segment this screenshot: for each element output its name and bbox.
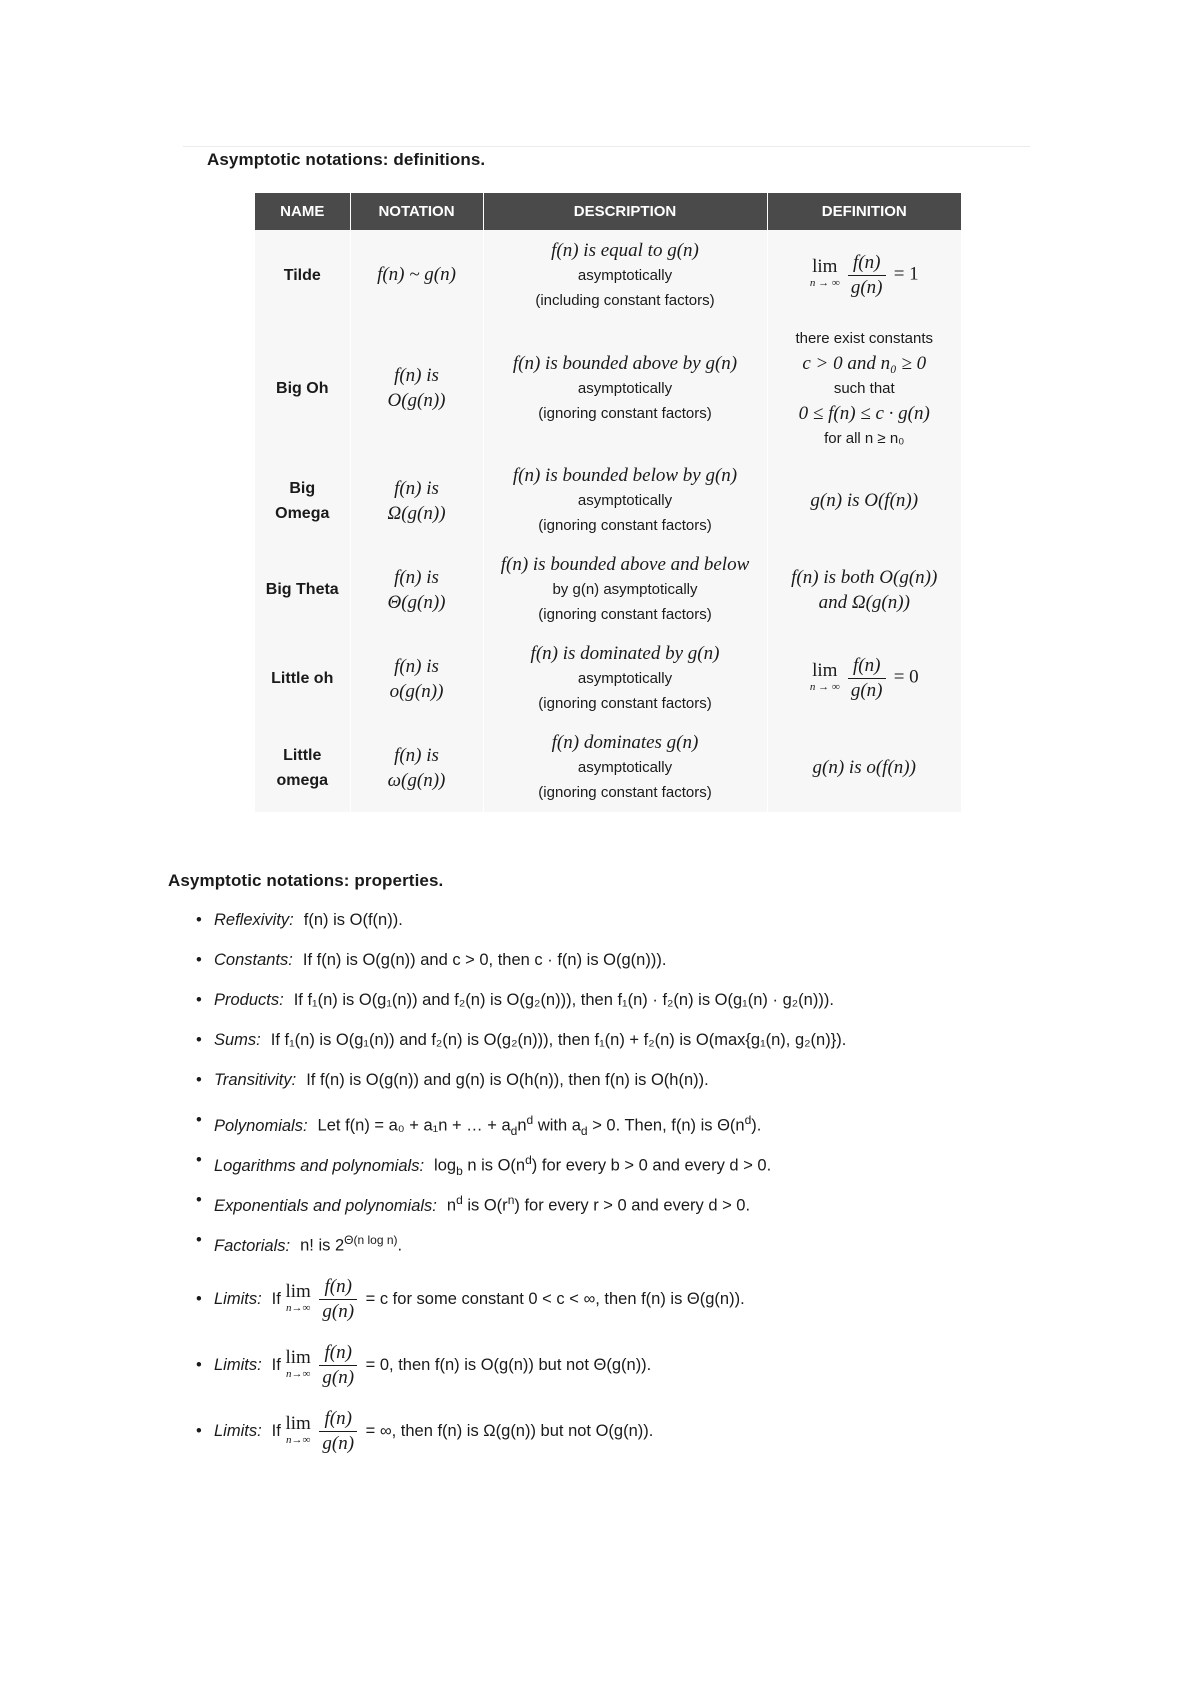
denominator: g(n) — [322, 1367, 355, 1389]
lim-word: lim — [285, 1280, 311, 1302]
def-line: f(n) is both O(g(n)) — [791, 566, 938, 588]
row-description — [483, 230, 767, 320]
name-line: Omega — [275, 504, 330, 522]
bullet: • — [196, 1151, 202, 1169]
desc-line: f(n) is bounded above by g(n) — [512, 352, 738, 374]
row-notation — [350, 320, 483, 456]
limit-operator — [285, 1280, 311, 1316]
property-text: . — [397, 1236, 403, 1255]
limit-rhs: = 1 — [893, 262, 919, 284]
superscript: d — [744, 1113, 752, 1127]
bullet: • — [196, 991, 202, 1009]
list-item — [196, 1266, 1096, 1332]
property-text: ). — [751, 1116, 762, 1135]
property-label: Sums: — [214, 1031, 261, 1049]
limit-rhs: = 0 — [893, 666, 919, 688]
row-name: Big Theta — [255, 545, 350, 634]
property-text: = 0, then f(n) is O(g(n)) but not Θ(g(n)). — [365, 1356, 652, 1374]
row-name — [255, 723, 350, 812]
property-text: ) for every b > 0 and every d > 0. — [531, 1156, 772, 1175]
notation-text: f(n) ~ g(n) — [377, 264, 456, 285]
list-item — [196, 1220, 1096, 1260]
name-line: omega — [276, 771, 329, 789]
list-item — [196, 1398, 1096, 1464]
bullet: • — [196, 951, 202, 969]
superscript: d — [526, 1113, 534, 1127]
denominator: g(n) — [850, 680, 883, 701]
table-header-row — [255, 193, 961, 230]
bullet: • — [196, 1191, 202, 1209]
table-row — [255, 320, 961, 456]
lim-word: lim — [285, 1346, 311, 1368]
notation-line: f(n) is — [394, 365, 439, 386]
property-text: If — [271, 1290, 281, 1308]
property-text: log — [434, 1156, 457, 1175]
definitions-heading: Asymptotic notations: definitions. — [207, 150, 486, 169]
properties-heading: Asymptotic notations: properties. — [168, 871, 444, 890]
notation-line: f(n) is — [394, 744, 439, 766]
limit-operator — [809, 256, 840, 291]
fraction — [848, 654, 886, 703]
limit-operator — [285, 1346, 311, 1382]
row-name: Little oh — [255, 634, 350, 723]
def-line: for all n ≥ n₀ — [824, 429, 905, 447]
table-row — [255, 456, 961, 545]
denominator: g(n) — [322, 1433, 355, 1455]
row-notation — [350, 723, 483, 812]
row-notation — [350, 230, 483, 320]
desc-line: (ignoring constant factors) — [538, 695, 712, 712]
notation-line: Θ(g(n)) — [387, 591, 446, 613]
property-text: = ∞, then f(n) is Ω(g(n)) but not O(g(n)). — [365, 1422, 654, 1440]
notation-line: f(n) is — [394, 566, 439, 588]
row-name: Tilde — [255, 230, 350, 320]
def-text: g(n) is O(f(n)) — [810, 489, 919, 511]
property-label: Transitivity: — [214, 1071, 297, 1089]
row-description — [483, 634, 767, 723]
subscript: d — [510, 1123, 518, 1138]
property-label: Factorials: — [214, 1236, 291, 1255]
property-text: is O(r — [462, 1196, 508, 1215]
lim-subscript: n → ∞ — [809, 277, 840, 289]
desc-line: f(n) is bounded above and below — [500, 554, 750, 575]
limit-operator — [285, 1412, 311, 1448]
property-text: If f(n) is O(g(n)) and g(n) is O(h(n)), then f(n) is O(h(n)). — [306, 1071, 709, 1089]
bullet: • — [196, 911, 202, 929]
list-item — [196, 1332, 1096, 1398]
desc-line: asymptotically — [577, 492, 673, 509]
list-item — [196, 1180, 1096, 1220]
property-text: If — [271, 1356, 281, 1374]
desc-line: (ignoring constant factors) — [538, 517, 712, 534]
list-item — [196, 1140, 1096, 1180]
desc-line: (including constant factors) — [535, 291, 715, 309]
row-description — [483, 545, 767, 634]
numerator: f(n) — [848, 251, 886, 276]
desc-line: f(n) is bounded below by g(n) — [512, 465, 738, 486]
properties-list — [196, 900, 1096, 1464]
row-definition — [767, 723, 961, 812]
property-label: Logarithms and polynomials: — [214, 1156, 425, 1175]
notation-line: f(n) is — [394, 655, 439, 677]
fraction — [319, 1275, 357, 1324]
def-line: c > 0 and n₀ ≥ 0 — [802, 352, 927, 374]
property-text: n! is 2 — [300, 1236, 345, 1255]
row-description — [483, 320, 767, 456]
fraction — [319, 1341, 357, 1390]
fraction — [319, 1407, 357, 1456]
property-text: If f₁(n) is O(g₁(n)) and f₂(n) is O(g₂(n))), then f₁(n) · f₂(n) is O(g₁(n) · g₂(n))). — [293, 991, 834, 1009]
table-row — [255, 723, 961, 812]
table-row — [255, 634, 961, 723]
numerator: f(n) — [319, 1407, 357, 1432]
def-line: 0 ≤ f(n) ≤ c · g(n) — [798, 402, 930, 424]
property-text: with a — [533, 1116, 581, 1135]
header-name: NAME — [255, 193, 350, 230]
denominator: g(n) — [322, 1301, 355, 1323]
bullet: • — [196, 1031, 202, 1049]
row-notation — [350, 456, 483, 545]
property-label: Limits: — [214, 1422, 262, 1440]
definitions-table — [255, 193, 961, 812]
def-line: and Ω(g(n)) — [818, 591, 910, 613]
row-definition — [767, 456, 961, 545]
def-line: such that — [833, 379, 895, 397]
property-text: n is O(n — [462, 1156, 526, 1175]
notation-line: f(n) is — [394, 477, 439, 499]
bullet: • — [196, 1356, 202, 1374]
lim-word: lim — [285, 1412, 311, 1434]
property-label: Reflexivity: — [214, 911, 294, 929]
bullet: • — [196, 1111, 202, 1129]
table-row — [255, 230, 961, 320]
property-label: Limits: — [214, 1290, 262, 1308]
denominator: g(n) — [850, 276, 883, 298]
row-definition — [767, 320, 961, 456]
desc-line: f(n) is equal to g(n) — [551, 239, 699, 261]
superscript: d — [525, 1153, 532, 1167]
notation-line: O(g(n)) — [387, 390, 446, 411]
superscript: d — [456, 1193, 463, 1207]
bullet: • — [196, 1290, 202, 1308]
row-name — [255, 456, 350, 545]
row-definition — [767, 230, 961, 320]
limit-operator — [809, 659, 840, 695]
table-row — [255, 545, 961, 634]
bullet: • — [196, 1071, 202, 1089]
property-text: f(n) is O(f(n)). — [303, 911, 403, 929]
property-label: Constants: — [214, 951, 293, 969]
numerator: f(n) — [319, 1341, 357, 1366]
property-label: Limits: — [214, 1356, 262, 1374]
desc-line: (ignoring constant factors) — [538, 404, 712, 422]
desc-line: f(n) is dominated by g(n) — [530, 643, 720, 664]
header-description: DESCRIPTION — [483, 193, 767, 230]
desc-line: asymptotically — [577, 266, 673, 284]
lim-subscript: n → ∞ — [809, 680, 840, 693]
row-description — [483, 456, 767, 545]
desc-line: f(n) dominates g(n) — [551, 732, 699, 753]
name-line: Big — [289, 479, 316, 497]
subscript: b — [456, 1163, 463, 1178]
property-text: n — [517, 1116, 527, 1135]
lim-word: lim — [812, 659, 838, 681]
property-text: = c for some constant 0 < c < ∞, then f(n) is Θ(g(n)). — [365, 1290, 745, 1308]
desc-line: (ignoring constant factors) — [538, 784, 712, 801]
desc-line: by g(n) asymptotically — [552, 581, 698, 598]
bullet: • — [196, 1422, 202, 1440]
top-divider — [183, 146, 1030, 147]
property-label: Polynomials: — [214, 1116, 308, 1135]
list-item — [196, 980, 1096, 1020]
property-text: > 0. Then, f(n) is Θ(n — [587, 1116, 745, 1135]
lim-subscript: n→∞ — [285, 1301, 311, 1314]
lim-word: lim — [812, 256, 838, 277]
bullet: • — [196, 1231, 202, 1249]
numerator: f(n) — [848, 654, 886, 679]
property-text: Let f(n) = a₀ + a₁n + … + a — [317, 1116, 511, 1135]
row-description — [483, 723, 767, 812]
notation-line: o(g(n)) — [389, 680, 444, 702]
header-definition: DEFINITION — [767, 193, 961, 230]
property-text: If f₁(n) is O(g₁(n)) and f₂(n) is O(g₂(n))), then f₁(n) + f₂(n) is O(max{g₁(n), g₂(n)}). — [270, 1031, 847, 1049]
desc-line: asymptotically — [577, 670, 673, 687]
property-text: If — [271, 1422, 281, 1440]
superscript: Θ(n log n) — [344, 1233, 398, 1247]
notation-line: ω(g(n)) — [387, 769, 446, 791]
desc-line: asymptotically — [577, 759, 673, 776]
row-name: Big Oh — [255, 320, 350, 456]
name-line: Little — [283, 746, 322, 764]
list-item — [196, 1020, 1096, 1060]
row-notation — [350, 634, 483, 723]
lim-subscript: n→∞ — [285, 1367, 311, 1380]
property-text: If f(n) is O(g(n)) and c > 0, then c · f(n) is O(g(n))). — [302, 951, 667, 969]
notation-line: Ω(g(n)) — [387, 502, 446, 524]
property-label: Products: — [214, 991, 284, 1009]
property-text: n — [446, 1196, 457, 1215]
property-label: Exponentials and polynomials: — [214, 1196, 437, 1215]
def-text: g(n) is o(f(n)) — [812, 756, 916, 778]
superscript: n — [507, 1193, 515, 1207]
numerator: f(n) — [319, 1275, 357, 1300]
row-notation — [350, 545, 483, 634]
list-item — [196, 1100, 1096, 1140]
row-definition — [767, 634, 961, 723]
lim-subscript: n→∞ — [285, 1433, 311, 1446]
property-text: ) for every r > 0 and every d > 0. — [514, 1196, 751, 1215]
desc-line: asymptotically — [577, 379, 673, 397]
subscript: d — [580, 1123, 588, 1138]
list-item — [196, 940, 1096, 980]
list-item — [196, 900, 1096, 940]
header-notation: NOTATION — [350, 193, 483, 230]
fraction — [848, 251, 886, 300]
row-definition — [767, 545, 961, 634]
def-line: there exist constants — [795, 329, 934, 347]
list-item — [196, 1060, 1096, 1100]
desc-line: (ignoring constant factors) — [538, 606, 712, 623]
